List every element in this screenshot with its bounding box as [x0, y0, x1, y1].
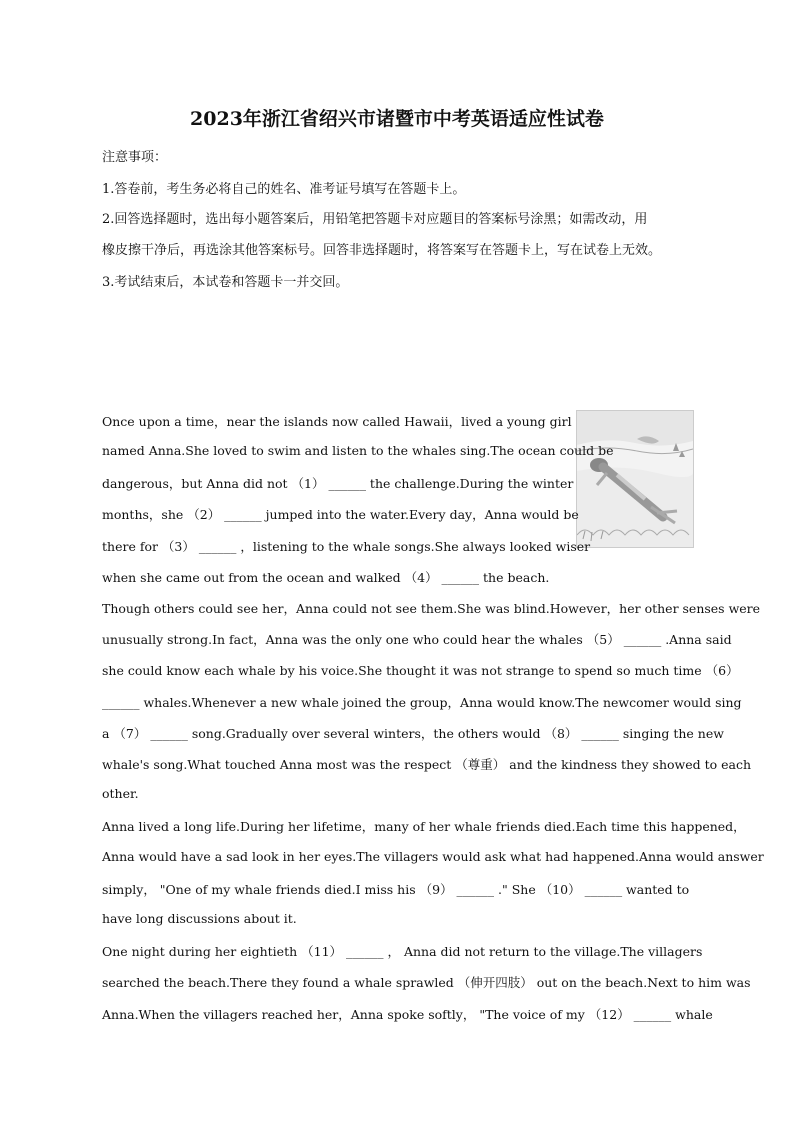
passage-line: a （7） ______ song.Gradually over several winters，the others would （8） ______ singing the new	[102, 726, 724, 741]
passage-line: Anna.When the villagers reached her，Anna spoke softly， "The voice of my （12） ______ whale	[102, 1007, 713, 1022]
passage-line: have long discussions about it.	[102, 911, 297, 926]
passage-line: months，she （2） ______ jumped into the water.Every day，Anna would be	[102, 507, 579, 522]
passage-line: dangerous，but Anna did not （1） ______ the challenge.During the winter	[102, 476, 574, 491]
passage-line: Though others could see her，Anna could not see them.She was blind.However，her other senses were	[102, 601, 761, 616]
passage-line: Once upon a time，near the islands now called Hawaii，lived a young girl	[102, 414, 572, 429]
notes-line: 3.考试结束后，本试卷和答题卡一并交回。	[102, 275, 349, 290]
notes-line: 1.答卷前，考生务必将自己的姓名、准考证号填写在答题卡上。	[102, 182, 466, 197]
passage-line: whale's song.What touched Anna most was the respect （尊重） and the kindness they showed to each	[102, 757, 752, 772]
passage-line: Anna lived a long life.During her lifetime，many of her whale friends died.Each time this happened，	[102, 819, 746, 834]
passage-line: simply， "One of my whale friends died.I miss his （9） ______ ." She （10） ______ wanted to	[102, 882, 690, 897]
passage-line: ______ whales.Whenever a new whale joined the group，Anna would know.The newcomer would sing	[102, 695, 742, 710]
page-title: 2023年浙江省绍兴市诸暨市中考英语适应性试卷	[190, 108, 604, 130]
passage-line: named Anna.She loved to swim and listen to the whales sing.The ocean could be	[102, 443, 614, 458]
passage-line: there for （3） ______ ，listening to the whale songs.She always looked wiser	[102, 539, 591, 554]
notes-line: 2.回答选择题时，选出每小题答案后，用铅笔把答题卡对应题目的答案标号涂黑；如需改动，用	[102, 212, 648, 227]
passage-line: Anna would have a sad look in her eyes.The villagers would ask what had happened.Anna would answer	[102, 849, 764, 864]
illustration-girl-lying-on-beach	[576, 410, 694, 548]
passage-line: One night during her eightieth （11） ______ ， Anna did not return to the village.The villagers	[102, 944, 703, 959]
passage-line: she could know each whale by his voice.She thought it was not strange to spend so much time （6）	[102, 663, 739, 678]
notes-heading: 注意事项：	[102, 150, 168, 165]
passage-line: unusually strong.In fact，Anna was the only one who could hear the whales （5） ______ .Anna said	[102, 632, 732, 647]
passage-line: when she came out from the ocean and walked （4） ______ the beach.	[102, 570, 550, 585]
notes-line: 橡皮擦干净后，再选涂其他答案标号。回答非选择题时，将答案写在答题卡上，写在试卷上无效。	[102, 243, 662, 258]
passage-line: searched the beach.There they found a whale sprawled （伸开四肢） out on the beach.Next to him was	[102, 975, 751, 990]
passage-line: other.	[102, 786, 139, 801]
